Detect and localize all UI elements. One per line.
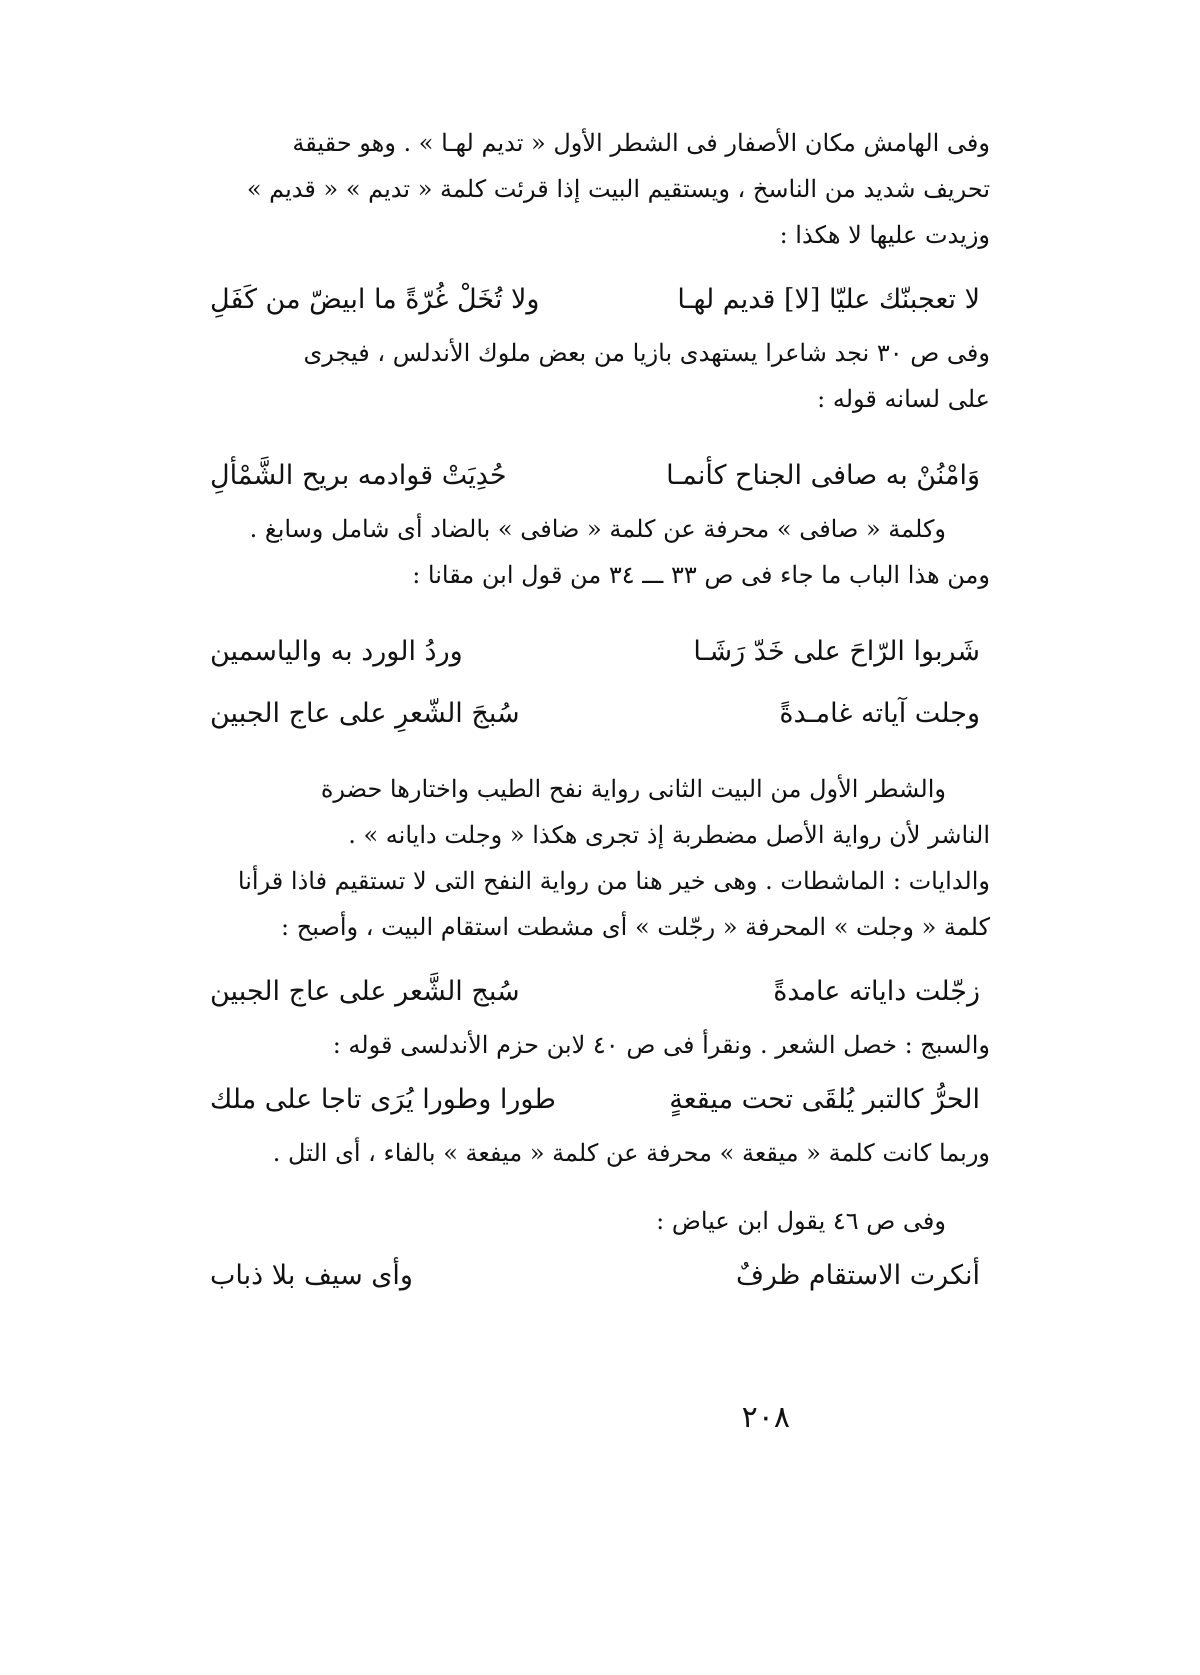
verse-3 bbox=[200, 620, 990, 682]
verse-2 bbox=[200, 444, 990, 506]
verse-second-hemistich: طورا وطورا يُرَى تاجا على ملك bbox=[210, 1083, 556, 1115]
verse-second-hemistich: ولا تُخَلْ غُرّةً ما ابيضّ من كَفَلِ bbox=[210, 283, 540, 315]
text-line: الناشر لأن رواية الأصل مضطربة إذ تجرى هكذا « وجلت دايانه » . bbox=[348, 821, 990, 849]
text-line: وفى ص ٤٦ يقول ابن عياض : bbox=[656, 1207, 946, 1235]
paragraph-5 bbox=[200, 1022, 990, 1068]
verse-first-hemistich: زجّلت داياته عامدةً bbox=[773, 975, 980, 1007]
text-line: والدايات : الماشطات . وهى خير هنا من رواية النفح التى لا تستقيم فاذا قرأنا bbox=[237, 867, 990, 895]
verse-second-hemistich: سُبجَ الشّعرِ على عاج الجبين bbox=[210, 697, 520, 729]
text-line: والشطر الأول من البيت الثانى رواية نفح الطيب واختارها حضرة bbox=[320, 775, 946, 803]
text-line: ومن هذا الباب ما جاء فى ص ٣٣ ـــ ٣٤ من قول ابن مقانا : bbox=[412, 561, 990, 589]
verse-second-hemistich: وردُ الورد به والياسمين bbox=[210, 635, 463, 667]
verse-first-hemistich: وجلت آياته غامـدةً bbox=[779, 697, 980, 729]
verse-second-hemistich: سُبج الشَّعر على عاج الجبين bbox=[210, 975, 520, 1007]
verse-first-hemistich: الحرُّ كالتبر يُلقَى تحت ميقعةٍ bbox=[669, 1083, 980, 1115]
verse-first-hemistich: أنكرت الاستقام ظرفٌ bbox=[735, 1259, 980, 1291]
text-line: وفى الهامش مكان الأصفار فى الشطر الأول « تديم لهـا » . وهو حقيقة bbox=[292, 129, 990, 157]
verse-first-hemistich: وَامْنُنْ به صافى الجناح كأنمـا bbox=[666, 459, 980, 491]
paragraph-4 bbox=[200, 766, 990, 950]
verse-7 bbox=[200, 1244, 990, 1306]
paragraph-6 bbox=[200, 1130, 990, 1176]
text-line: على لسانه قوله : bbox=[817, 385, 990, 413]
text-line: وكلمة « صافى » محرفة عن كلمة « ضافى » بالضاد أى شامل وسابغ . bbox=[249, 515, 946, 543]
text-line: كلمة « وجلت » المحرفة « رجّلت » أى مشطت استقام البيت ، وأصبح : bbox=[281, 913, 990, 941]
verse-second-hemistich: حُدِيَتْ قوادمه بريح الشَّمْألِ bbox=[210, 459, 507, 491]
text-line: تحريف شديد من الناسخ ، ويستقيم البيت إذا قرئت كلمة « تديم » « قديم » bbox=[246, 175, 990, 203]
verse-5 bbox=[200, 960, 990, 1022]
verse-first-hemistich: شَربوا الرّاحَ على خَدّ رَشَـا bbox=[693, 635, 980, 667]
text-line: وزيدت عليها لا هكذا : bbox=[779, 221, 990, 249]
paragraph-3 bbox=[200, 506, 990, 598]
verse-6 bbox=[200, 1068, 990, 1130]
verse-1 bbox=[200, 268, 990, 330]
text-line: وفى ص ٣٠ نجد شاعرا يستهدى بازيا من بعض ملوك الأندلس ، فيجرى bbox=[303, 339, 990, 367]
verse-first-hemistich: لا تعجبنّك عليّا [لا] قديم لهـا bbox=[677, 283, 980, 315]
page-body bbox=[200, 120, 990, 1560]
text-line: وربما كانت كلمة « ميقعة » محرفة عن كلمة « ميفعة » بالفاء ، أى التل . bbox=[272, 1139, 990, 1167]
paragraph-7 bbox=[200, 1198, 990, 1244]
verse-4 bbox=[200, 682, 990, 744]
page-number: ٢٠٨ bbox=[741, 1400, 790, 1435]
paragraph-2 bbox=[200, 330, 990, 422]
text-line: والسبج : خصل الشعر . ونقرأ فى ص ٤٠ لابن حزم الأندلسى قوله : bbox=[332, 1031, 990, 1059]
paragraph-1 bbox=[200, 120, 990, 258]
verse-second-hemistich: وأى سيف بلا ذباب bbox=[210, 1259, 413, 1291]
